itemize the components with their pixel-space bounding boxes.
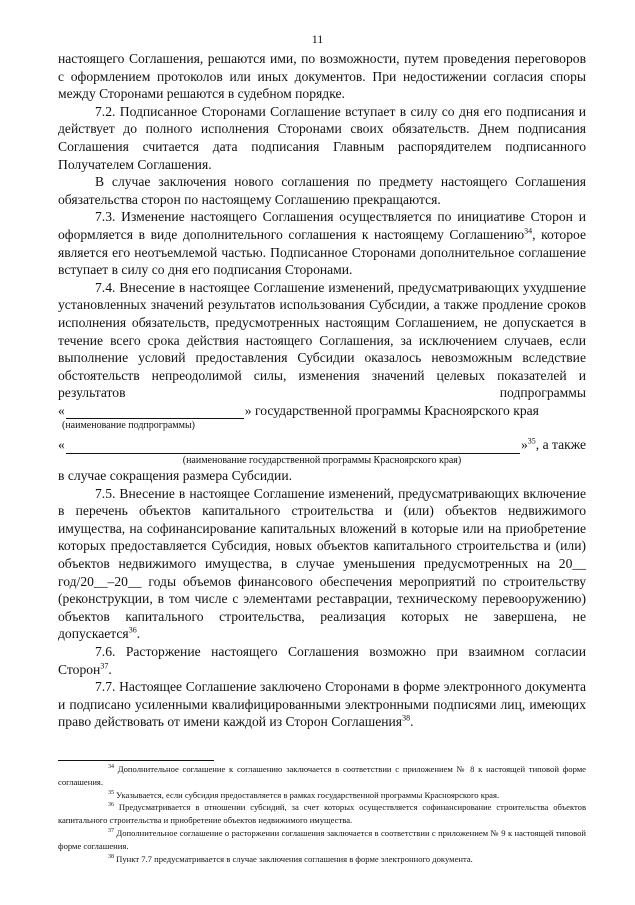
program-tail: , а также	[535, 437, 586, 453]
paragraph-7-1-tail: настоящего Соглашения, решаются ими, по возможности, путем проведения переговоров с оформлением протоколов или иных документов. При недостижении согласия споры между Сторонами решаются в судебном порядке.	[58, 51, 586, 102]
subprogram-name-blank[interactable]	[66, 406, 244, 419]
paragraph-7-5-end: .	[136, 626, 141, 642]
footnote-ref-36[interactable]: 36	[128, 625, 137, 635]
subprogram-caption: (наименование подпрограммы)	[62, 420, 196, 432]
page-number: 11	[311, 32, 324, 46]
footnote-text: Пункт 7.7 предусматривается в случае заключения соглашения в форме электронного документа.	[116, 853, 473, 864]
footnote-number: 37	[108, 828, 114, 835]
paragraph-new-agreement: В случае заключения нового соглашения по предмету настоящего Соглашения обязательства сторон по настоящему Соглашению прекращаются.	[58, 174, 586, 207]
subprogram-quote-close: » государственной программы Красноярского края	[244, 402, 539, 418]
paragraph-7-4: 7.4. Внесение в настоящее Соглашение изменений, предусматривающих ухудшение установленных значений результатов использования Субсидии, а также продление сроков исполнения обязательств, предусмотренных настоящим Соглашением, не допускается в течение всего срока действия настоящего Соглашения, за исключением случаев, если выполнение условий предоставления Субсидии оказалось невозможным вследствие обстоятельств непреодолимой силы, изменения значений целевых показателей и результатов подпрограммы	[58, 279, 586, 401]
footnote-37	[58, 827, 586, 853]
paragraph-7-6	[58, 643, 586, 678]
footnote-text: Указывается, если субсидия предоставляется в рамках государственной программы Красноярского края.	[116, 789, 500, 800]
footnote-ref-37[interactable]: 37	[100, 661, 109, 671]
paragraph-7-7-text: 7.7. Настоящее Соглашение заключено Сторонами в форме электронного документа и подписано усиленными квалифицированными электронными подписями лиц, имеющих право действовать от имени каждой из Сторон Соглашения	[58, 679, 586, 730]
footnote-38	[58, 853, 586, 866]
paragraph-7-2: 7.2. Подписанное Сторонами Соглашение вступает в силу со дня его подписания и действует до полного исполнения Сторонами своих обязательств. Днем подписания Соглашения считается дата подписания Главным распорядителем подписанного Получателем Соглашения.	[58, 103, 586, 172]
body-text	[58, 50, 586, 731]
footnote-34	[58, 763, 586, 789]
footnote-number: 38	[108, 853, 114, 860]
subprogram-quote-open: «	[58, 402, 65, 418]
paragraph-7-7	[58, 678, 586, 731]
program-blank-line	[58, 436, 586, 454]
footnote-ref-35[interactable]: 35	[527, 436, 536, 446]
paragraph-7-3	[58, 208, 586, 278]
footnote-text: Дополнительное соглашение к соглашению заключается в соответствии с приложением № 8 к настоящей типовой форме соглашения.	[58, 764, 586, 787]
subprogram-blank-line	[58, 402, 586, 420]
paragraph-7-7-end: .	[410, 714, 414, 730]
program-caption: (наименование государственной программы Красноярского края)	[182, 455, 462, 467]
paragraph-7-6-text: 7.6. Расторжение настоящего Соглашения возможно при взаимном согласии Сторон	[58, 644, 586, 677]
paragraph-7-6-end: .	[108, 661, 112, 677]
program-name-blank[interactable]	[66, 441, 520, 454]
footnote-36	[58, 801, 586, 827]
footnote-text: Дополнительное соглашение о расторжении соглашения заключается в соответствии с приложением № 9 к настоящей типовой форме соглашения.	[58, 827, 587, 851]
paragraph-7-3-text-end: , которое является его неотъемлемой частью. Подписанное Сторонами дополнительное соглашение вступает в силу со дня его подписания Сторонами.	[58, 226, 586, 278]
footnote-text: Предусматривается в отношении субсидий, за счет которых осуществляется софинансирование строительства объектов капитального строительства и приобретение объектов недвижимого имущества.	[58, 802, 586, 826]
footnote-ref-34[interactable]: 34	[524, 226, 533, 236]
program-quote-close: »	[520, 437, 528, 453]
paragraph-7-5	[58, 485, 586, 643]
paragraph-7-3-text: 7.3. Изменение настоящего Соглашения осуществляется по инициативе Сторон и оформляется в виде дополнительного соглашения к настоящему Соглашению	[58, 209, 586, 242]
footnote-number: 34	[108, 764, 114, 771]
footnotes	[58, 763, 586, 865]
footnote-number: 35	[108, 789, 114, 796]
footnote-separator	[58, 760, 214, 761]
footnote-ref-38[interactable]: 38	[402, 713, 411, 723]
footnote-number: 36	[108, 802, 114, 809]
program-quote-open: «	[58, 437, 65, 453]
paragraph-7-4-tail: в случае сокращения размера Субсидии.	[58, 468, 293, 484]
paragraph-7-5-text: 7.5. Внесение в настоящее Соглашение изменений, предусматривающих включение в перечень объектов капитального строительства и (или) объектов недвижимого имущества, на софинансирование капитальных вложений в которые или на приобретение которых предоставляется Субсидия, новых объектов капитального строительства и (или) объектов недвижимого имущества, в случае уменьшения предусмотренных на 20__ год/20__–20__ годы объемов финансового обеспечения мероприятий по строительству (реконструкции, в том числе с элементами реставрации, техническому перевооружению) объектов капитального строительства, реализация которых не завершена, не допускается	[58, 485, 586, 642]
footnote-35	[58, 789, 586, 802]
program-quote-close-wrap	[521, 436, 586, 454]
